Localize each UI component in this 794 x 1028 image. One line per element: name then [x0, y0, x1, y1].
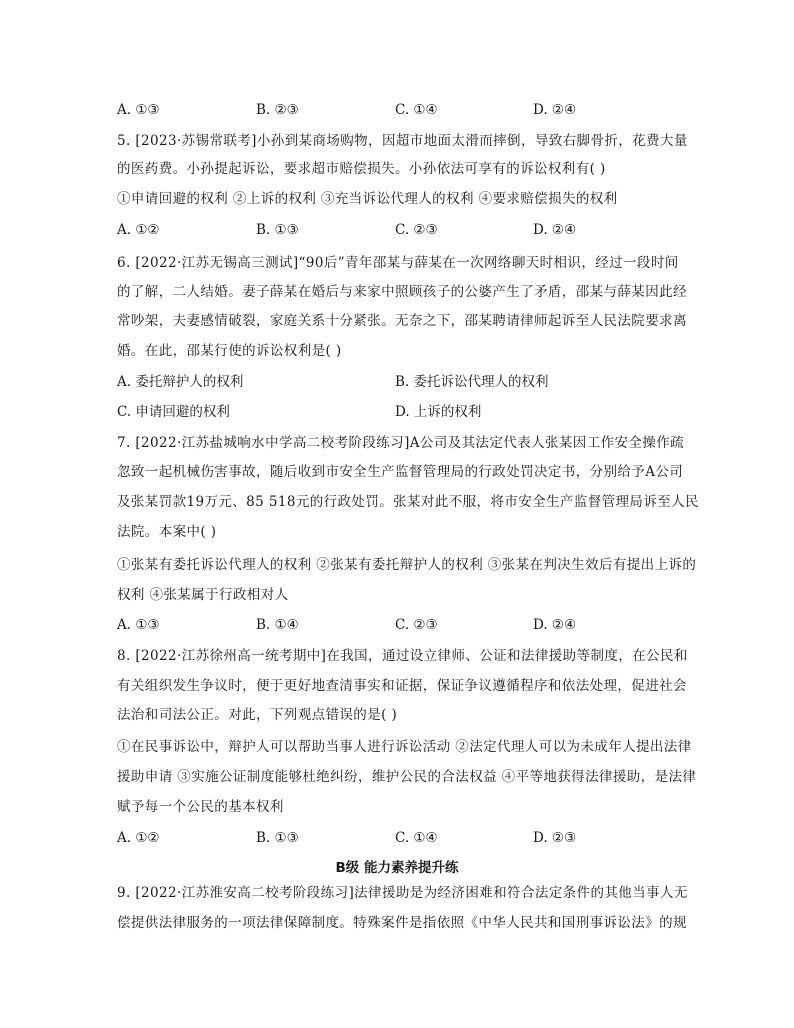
- q6-option-c: C. 申请回避的权利: [117, 404, 230, 420]
- q9-stem-line: 9. [2022·江苏淮安高二校考阶段练习]法律援助是为经济困难和符合法定条件的其他当事人无: [117, 885, 688, 901]
- q8-statements: ①在民事诉讼中，辩护人可以帮助当事人进行诉讼活动 ②法定代理人可以为未成年人提出法律: [117, 739, 692, 755]
- q8-stem-line: 有关组织发生争议时，便于更好地查清事实和证据，保证争议遵循程序和依法处理，促进社会: [117, 678, 687, 694]
- q6-stem-line: 6. [2022·江苏无锡高三测试]“90后”青年邵某与薛某在一次网络聊天时相识，经过一段时间: [117, 255, 679, 271]
- q7-option-b: B. ①④: [256, 617, 299, 633]
- q7-stem-line: 忽致一起机械伤害事故，随后收到市安全生产监督管理局的行政处罚决定书，分别给予A公司: [117, 464, 684, 480]
- q6-option-a: A. 委托辩护人的权利: [117, 374, 244, 390]
- q8-statements: 援助申请 ③实施公证制度能够杜绝纠纷，维护公民的合法权益 ④平等地获得法律援助，是法律: [117, 769, 697, 785]
- q8-statements: 赋予每一个公民的基本权利: [117, 799, 284, 815]
- q9-stem-line: 偿提供法律服务的一项法律保障制度。特殊案件是指依照《中华人民共和国刑事诉讼法》的规: [117, 915, 687, 931]
- q7-option-c: C. ②③: [395, 617, 438, 633]
- q6-option-d: D. 上诉的权利: [395, 404, 482, 420]
- q4-option-a: A. ①③: [117, 102, 160, 118]
- q8-option-a: A. ①②: [117, 830, 160, 846]
- q8-option-c: C. ①④: [395, 830, 438, 846]
- q5-option-b: B. ①③: [256, 222, 299, 238]
- q4-option-c: C. ①④: [395, 102, 438, 118]
- q7-option-a: A. ①③: [117, 617, 160, 633]
- q7-stem-line: 法院。本案中( ): [117, 524, 217, 540]
- q5-stem-line: 的医药费。小孙提起诉讼，要求超市赔偿损失。小孙依法可享有的诉讼权利有( ): [117, 161, 606, 177]
- q6-stem-line: 常吵架，夫妻感情破裂，家庭关系十分紧张。无奈之下，邵某聘请律师起诉至人民法院要求离: [117, 313, 687, 329]
- q8-stem-line: 8. [2022·江苏徐州高一统考期中]在我国，通过设立律师、公证和法律援助等制度，在公民和: [117, 648, 688, 664]
- q7-statements: ①张某有委托诉讼代理人的权利 ②张某有委托辩护人的权利 ③张某在判决生效后有提出上诉的: [117, 557, 697, 573]
- section-heading: B级 能力素养提升练: [335, 860, 459, 876]
- q4-option-b: B. ②③: [256, 102, 299, 118]
- q8-stem-line: 法治和司法公正。对此，下列观点错误的是( ): [117, 707, 398, 723]
- q8-option-d: D. ②③: [533, 830, 577, 846]
- q6-stem-line: 的了解，二人结婚。妻子薛某在婚后与来家中照顾孩子的公婆产生了矛盾，邵某与薛某因此经: [117, 284, 687, 300]
- q5-option-d: D. ②④: [533, 222, 577, 238]
- q5-statements: ①申请回避的权利 ②上诉的权利 ③充当诉讼代理人的权利 ④要求赔偿损失的权利: [117, 191, 618, 207]
- q8-option-b: B. ①③: [256, 830, 299, 846]
- q5-stem-line: 5. [2023·苏锡常联考]小孙到某商场购物，因超市地面太滑而摔倒，导致右脚骨折，花费大量: [117, 133, 688, 149]
- q7-stem-line: 7. [2022·江苏盐城响水中学高二校考阶段练习]A公司及其法定代表人张某因工作安全操作疏: [117, 435, 685, 451]
- q6-option-b: B. 委托诉讼代理人的权利: [395, 374, 549, 390]
- q7-statements: 权利 ④张某属于行政相对人: [117, 587, 289, 603]
- q7-option-d: D. ②④: [533, 617, 577, 633]
- q5-option-a: A. ①②: [117, 222, 160, 238]
- q7-stem-line: 及张某罚款19万元、85 518元的行政处罚。张某对此不服，将市安全生产监督管理局诉至人民: [117, 494, 699, 510]
- q5-option-c: C. ②③: [395, 222, 438, 238]
- q6-stem-line: 婚。在此，邵某行使的诉讼权利是( ): [117, 343, 342, 359]
- q4-option-d: D. ②④: [533, 102, 577, 118]
